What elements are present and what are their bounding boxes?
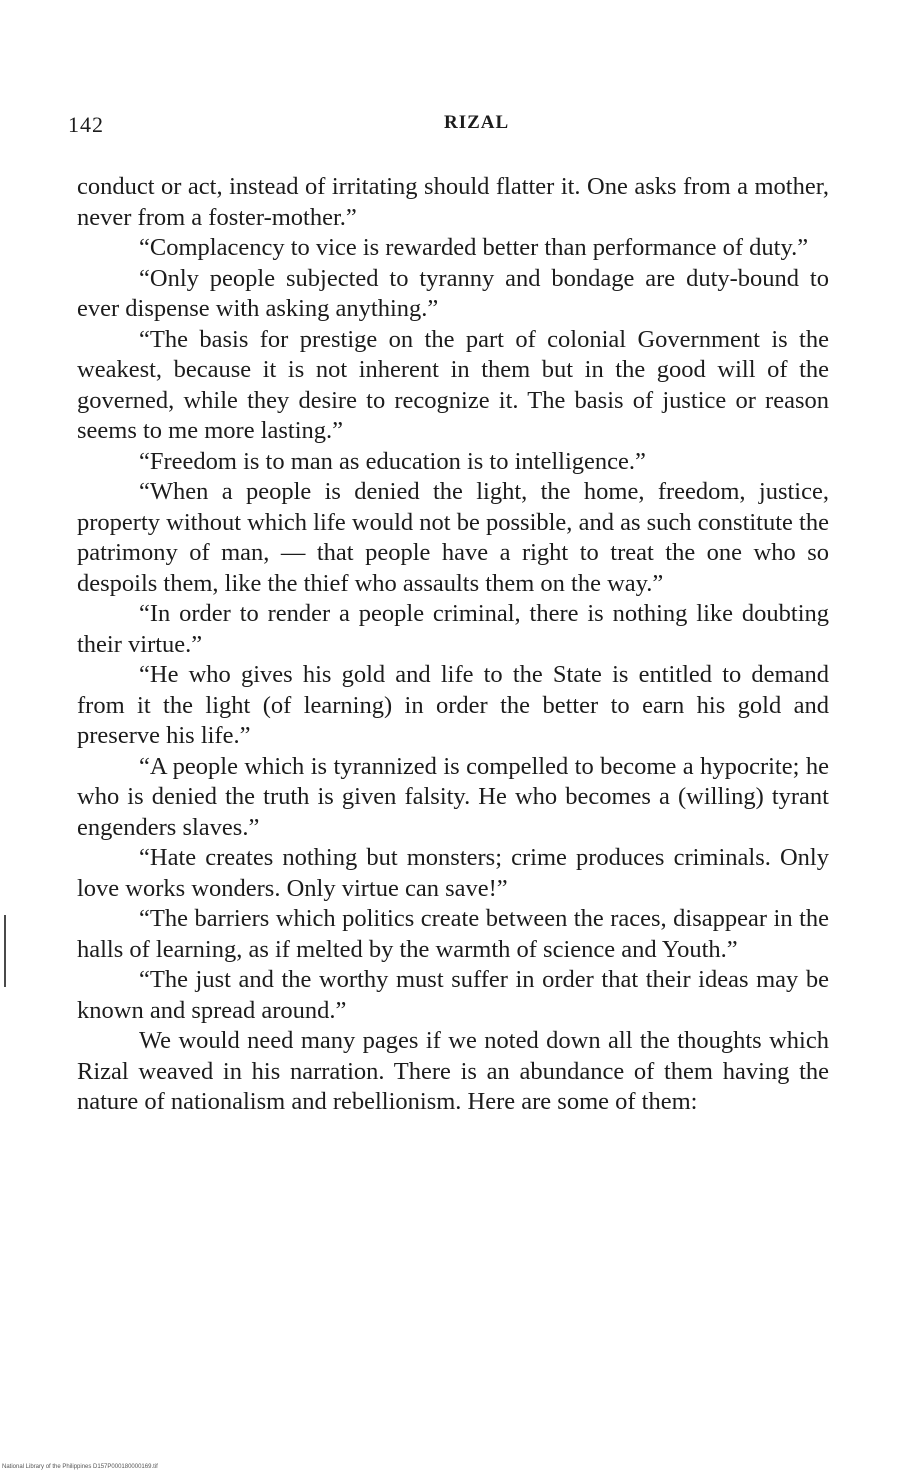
body-text bbox=[77, 172, 829, 1118]
page-number: 142 bbox=[68, 112, 104, 137]
paragraph: “Freedom is to man as education is to intelligence.” bbox=[139, 447, 646, 475]
paragraph: “Complacency to vice is rewarded better than performance of duty.” bbox=[139, 234, 809, 261]
scan-footer-note: National Library of the Philippines D157P000180000169.tif bbox=[2, 1464, 158, 1470]
scan-edge-mark bbox=[4, 915, 6, 987]
paragraph: conduct or act, instead of irritating should flatter it. One asks from a mother, never from a foster-mother.” bbox=[77, 173, 829, 231]
paragraph: “He who gives his gold and life to the State is entitled to demand from it the light (of learning) in order the better to earn his gold and preserve his life.” bbox=[77, 661, 829, 749]
paragraph: “A people which is tyrannized is compelled to become a hypocrite; he who is denied the truth is given falsity. He who becomes a (willing) tyrant engenders slaves.” bbox=[77, 752, 829, 841]
paragraph: “The basis for prestige on the part of colonial Government is the weakest, because it is not inherent in them but in the good will of the governed, while they desire to recognize it. The basis of justice or reason seems to me more lasting.” bbox=[77, 325, 829, 444]
paragraph: “Hate creates nothing but monsters; crime produces criminals. Only love works wonders. Only virtue can save!” bbox=[77, 844, 829, 902]
paragraph: “When a people is denied the light, the home, freedom, justice, property without which life would not be possible, and as such constitute the patrimony of man, — that people have a right to treat the one who so despoils them, like the thief who assaults them on the way.” bbox=[77, 478, 829, 597]
paragraph: “In order to render a people criminal, there is nothing like doubting their virtue.” bbox=[77, 600, 829, 658]
paragraph: We would need many pages if we noted down all the thoughts which Rizal weaved in his narration. There is an abundance of them having the nature of nationalism and rebellionism. Here are some of them: bbox=[77, 1027, 829, 1115]
paragraph: “The barriers which politics create between the races, disappear in the halls of learning, as if melted by the warmth of science and Youth.” bbox=[77, 905, 829, 963]
paragraph: “Only people subjected to tyranny and bondage are duty-bound to ever dispense with asking anything.” bbox=[77, 264, 829, 322]
page-header bbox=[68, 112, 788, 142]
running-head: RIZAL bbox=[444, 112, 510, 133]
paragraph: “The just and the worthy must suffer in order that their ideas may be known and spread around.” bbox=[77, 966, 829, 1024]
